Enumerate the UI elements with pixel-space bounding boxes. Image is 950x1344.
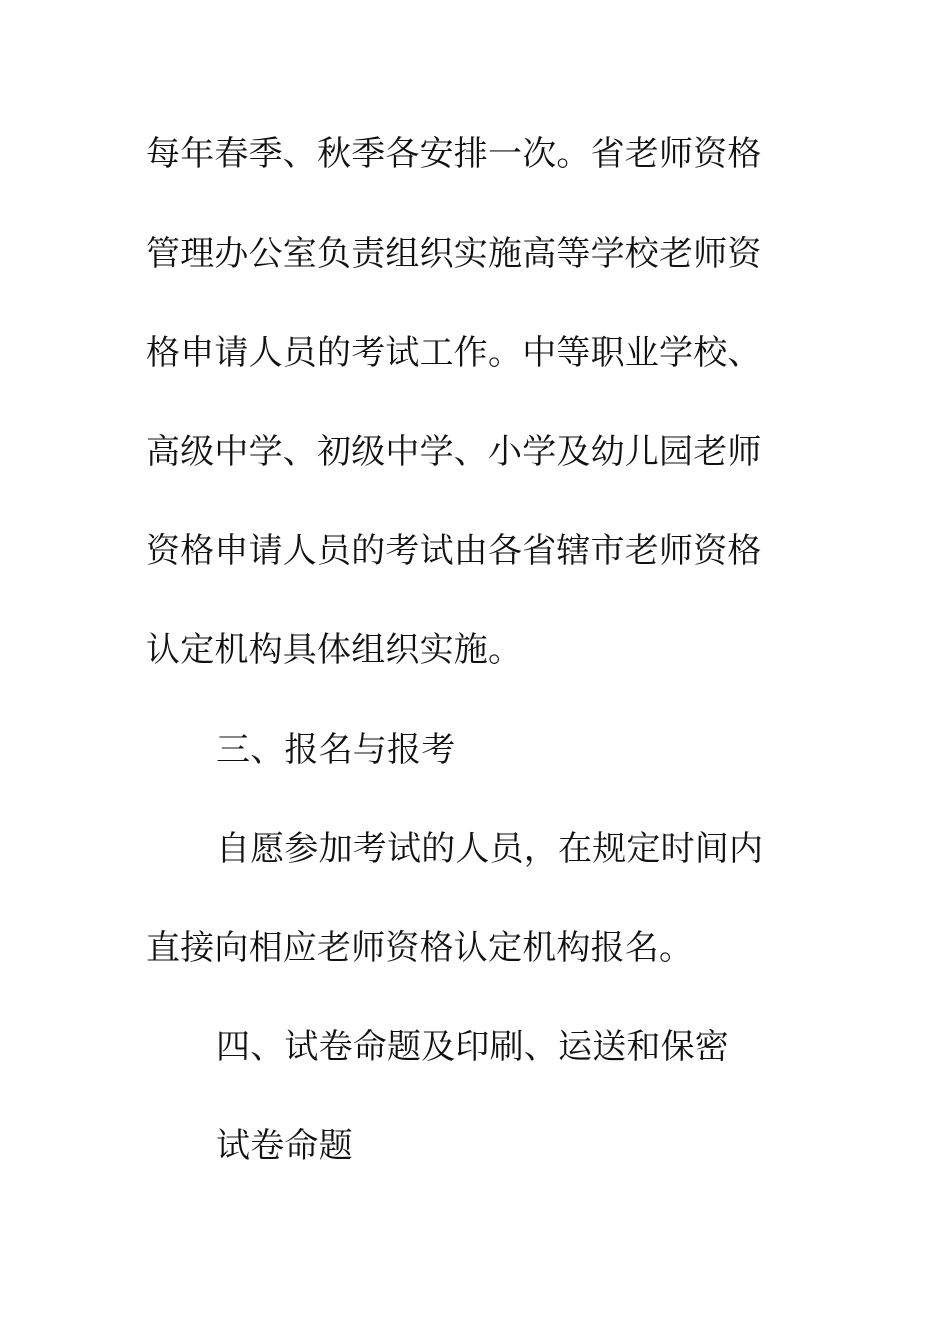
- section-heading: 三、报名与报考: [216, 730, 456, 770]
- paragraph-line: 格申请人员的考试工作。中等职业学校、: [146, 333, 762, 373]
- paragraph-line: 资格申请人员的考试由各省辖市老师资格: [146, 531, 762, 571]
- paragraph-line: 每年春季、秋季各安排一次。省老师资格: [146, 134, 762, 174]
- paragraph-line: 直接向相应老师资格认定机构报名。: [146, 928, 694, 968]
- paragraph-line: 认定机构具体组织实施。: [146, 630, 523, 670]
- paragraph-line: 自愿参加考试的人员，在规定时间内: [216, 829, 764, 869]
- section-heading: 四、试卷命题及印刷、运送和保密: [216, 1027, 729, 1067]
- subsection-heading: 试卷命题: [216, 1126, 353, 1166]
- paragraph-line: 高级中学、初级中学、小学及幼儿园老师: [146, 432, 762, 472]
- paragraph-line: 管理办公室负责组织实施高等学校老师资: [146, 234, 762, 274]
